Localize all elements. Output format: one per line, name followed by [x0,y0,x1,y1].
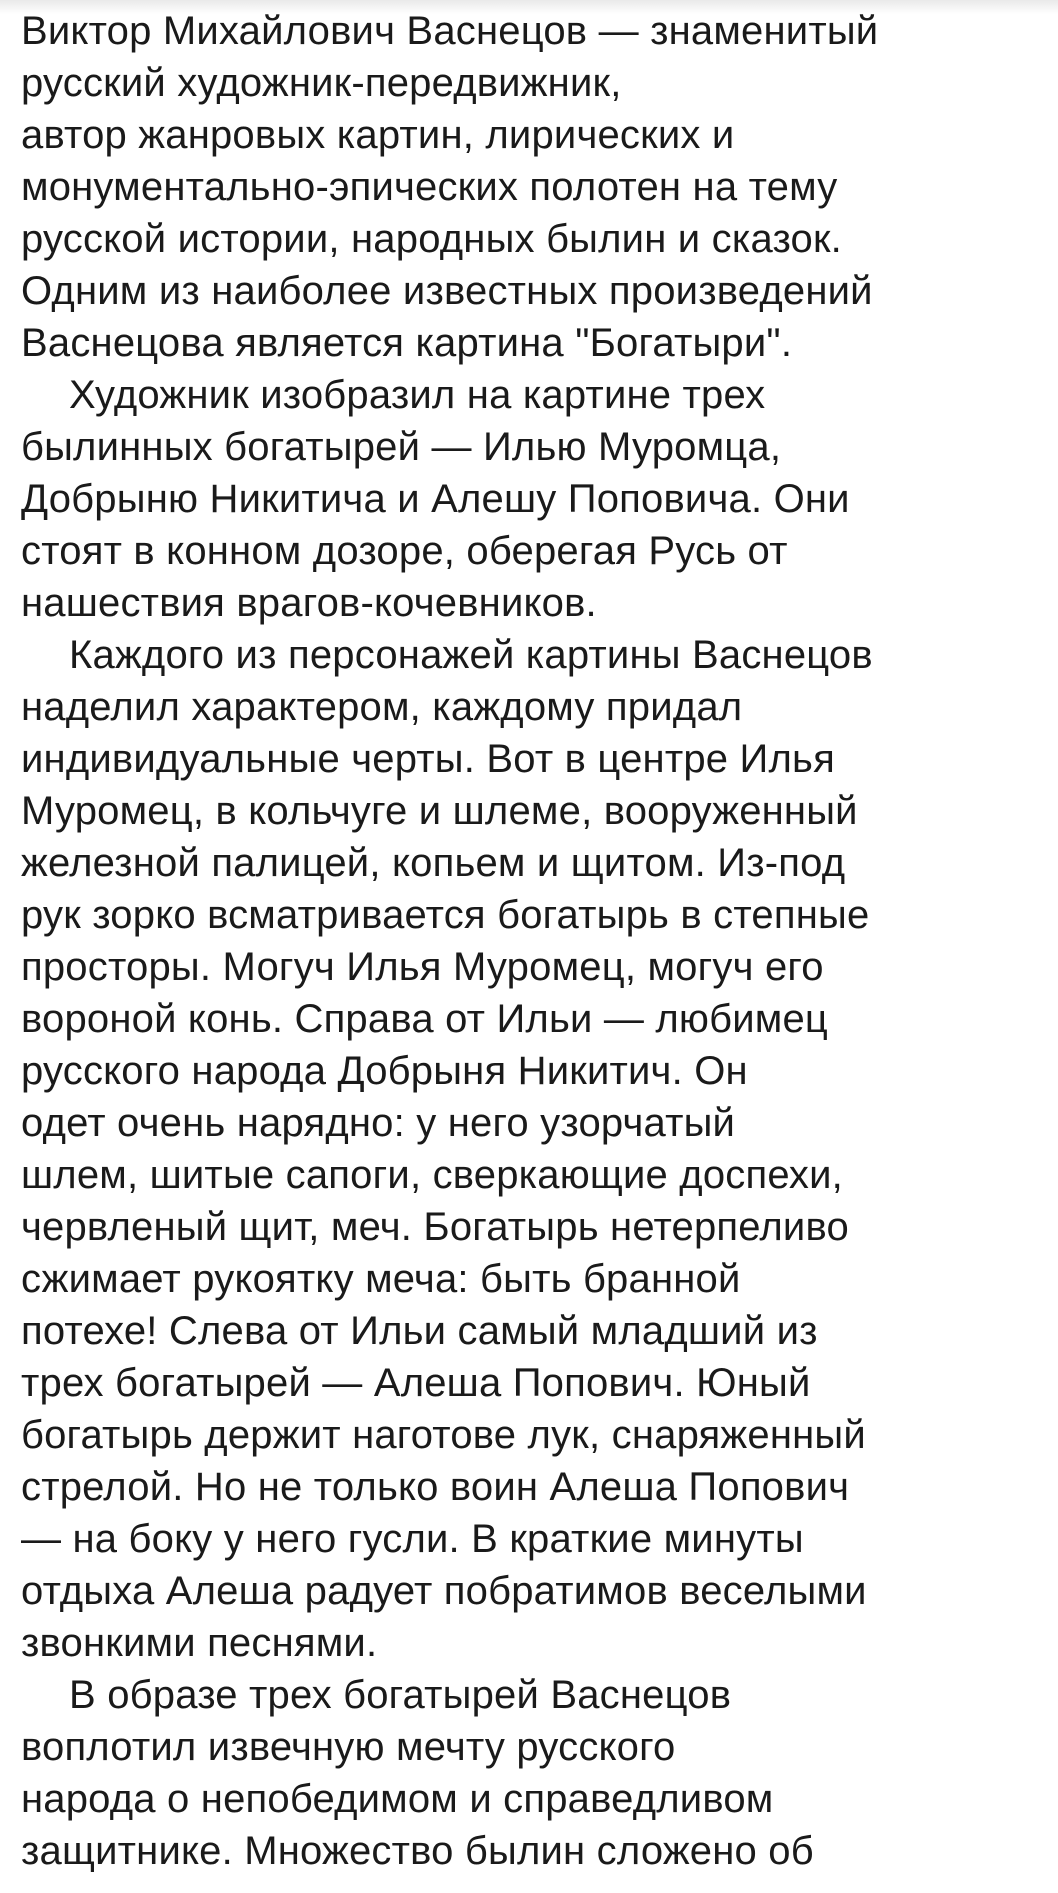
text-line: Муромец, в кольчуге и шлеме, вооруженный [21,789,858,833]
text-line: сжимает рукоятку меча: быть бранной [21,1257,741,1301]
text-line: потехе! Слева от Ильи самый младший из [21,1309,818,1353]
text-line: В образе трех богатырей Васнецов [69,1673,732,1717]
text-line: защитнике. Множество былин сложено об [21,1829,814,1873]
text-line: шлем, шитые сапоги, сверкающие доспехи, [21,1153,843,1197]
text-line: богатырь держит наготове лук, снаряженный [21,1413,866,1457]
text-line: народа о непобедимом и справедливом [21,1777,774,1821]
text-line: монументально-эпических полотен на тему [21,165,838,209]
text-line: Виктор Михайлович Васнецов — знаменитый [21,9,879,53]
text-line: трех богатырей — Алеша Попович. Юный [21,1361,811,1405]
text-line: Добрыню Никитича и Алешу Поповича. Они [21,477,850,521]
text-line: — на боку у него гусли. В краткие минуты [21,1517,804,1561]
text-line: нашествия врагов-кочевников. [21,581,597,625]
document-text [21,5,1051,1877]
text-line: червленый щит, меч. Богатырь нетерпеливо [21,1205,849,1249]
text-line: автор жанровых картин, лирических и [21,113,735,157]
text-line: стоят в конном дозоре, оберегая Русь от [21,529,788,573]
text-line: русский художник-передвижник, [21,61,622,105]
text-line: индивидуальные черты. Вот в центре Илья [21,737,835,781]
text-line: Васнецова является картина "Богатыри". [21,321,793,365]
text-line: вороной конь. Справа от Ильи — любимец [21,997,829,1041]
text-line: наделил характером, каждому придал [21,685,743,729]
text-line: отдыха Алеша радует побратимов веселыми [21,1569,867,1613]
text-line: воплотил извечную мечту русского [21,1725,676,1769]
text-line: просторы. Могуч Илья Муромец, могуч его [21,945,824,989]
text-line: русского народа Добрыня Никитич. Он [21,1049,748,1093]
text-line: одет очень нарядно: у него узорчатый [21,1101,736,1145]
text-line: Одним из наиболее известных произведений [21,269,873,313]
text-line: Каждого из персонажей картины Васнецов [69,633,873,677]
text-line: русской истории, народных былин и сказок. [21,217,842,261]
text-line: былинных богатырей — Илью Муромца, [21,425,782,469]
text-line: звонкими песнями. [21,1621,378,1665]
text-line: стрелой. Но не только воин Алеша Попович [21,1465,850,1509]
text-line: железной палицей, копьем и щитом. Из-под [21,841,846,885]
text-line: рук зорко всматривается богатырь в степные [21,893,870,937]
text-line: Художник изобразил на картине трех [69,373,766,417]
